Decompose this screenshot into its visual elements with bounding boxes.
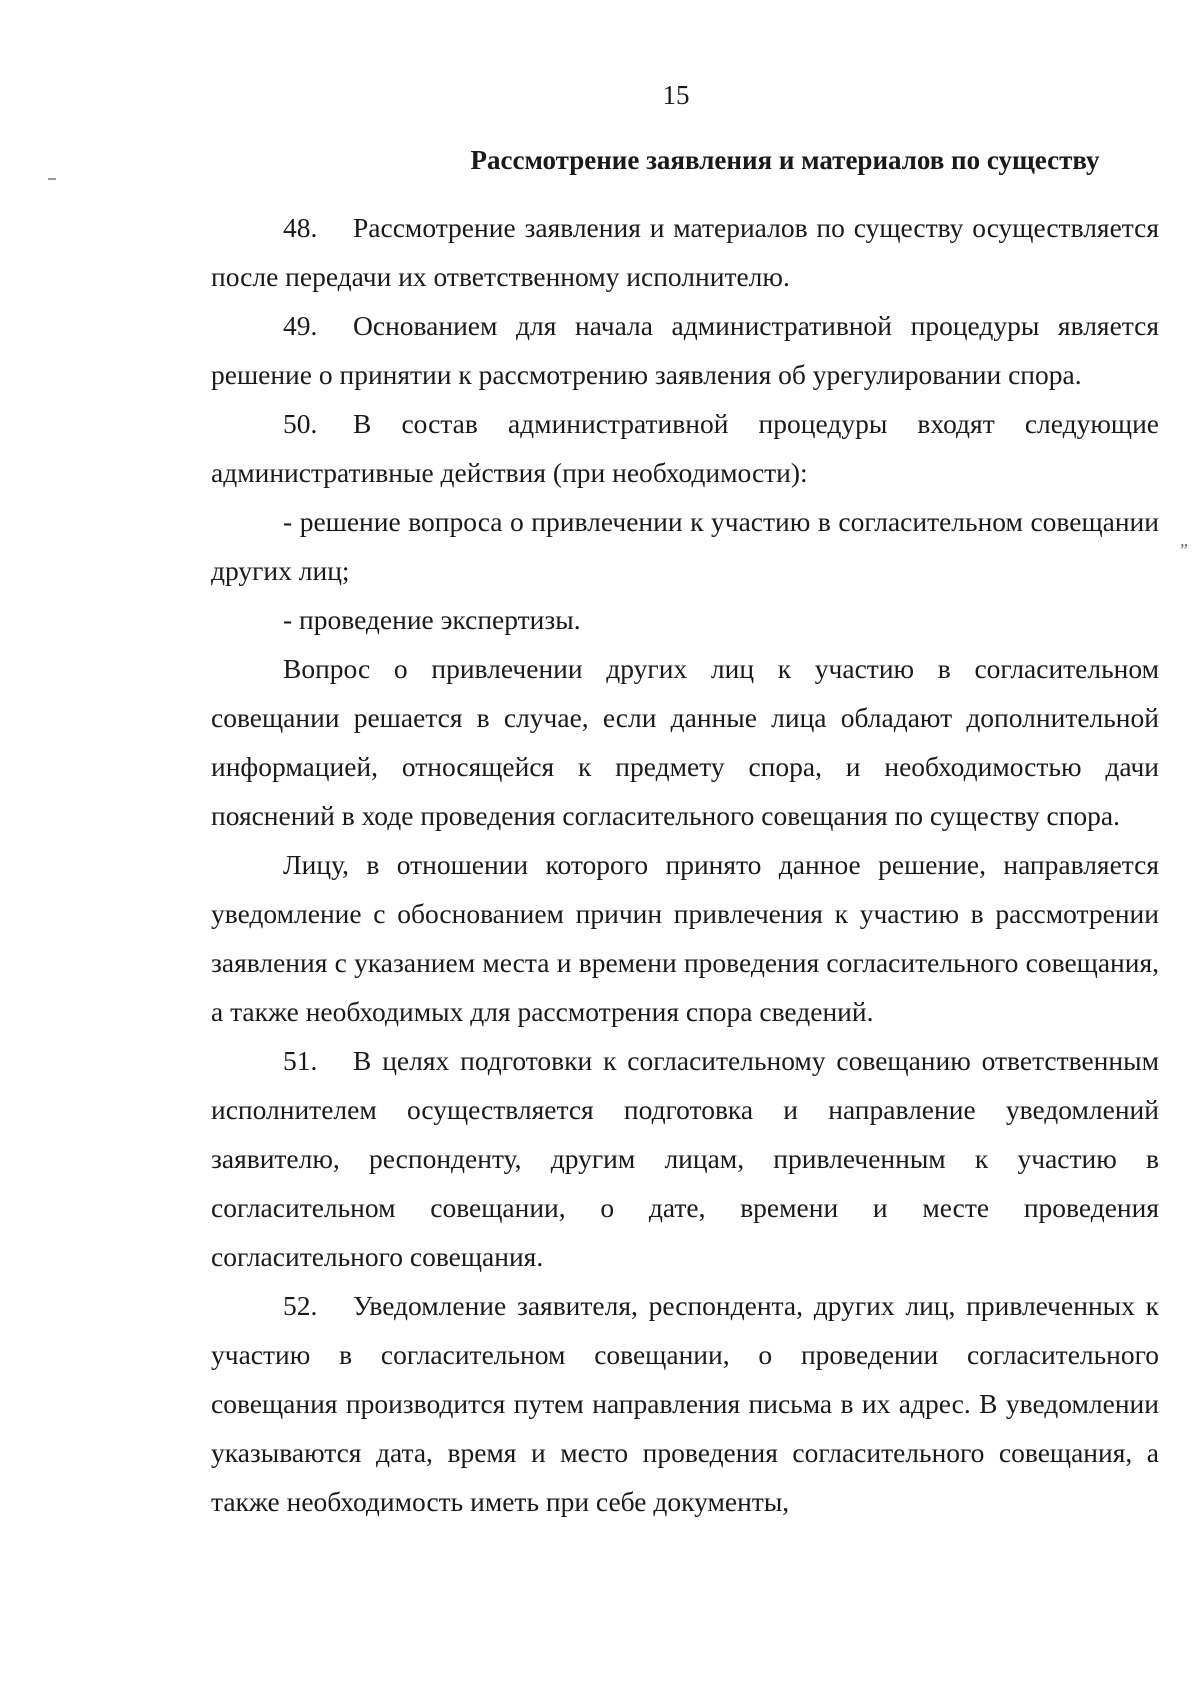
paragraph-number: 49. xyxy=(283,310,318,341)
paragraph-text: Рассмотрение заявления и материалов по существу осуществляется после передачи их ответственному исполнителю. xyxy=(211,212,1159,292)
scan-mark-right: ” xyxy=(1178,540,1189,560)
document-body xyxy=(211,203,1159,1526)
scan-mark-left xyxy=(48,178,56,180)
paragraph-51 xyxy=(211,1036,1159,1281)
paragraph-50 xyxy=(211,399,1159,497)
paragraph-number: 48. xyxy=(283,212,318,243)
paragraph-notice xyxy=(211,840,1159,1036)
paragraph-text: Уведомление заявителя, респондента, других лиц, привлеченных к участию в согласительном совещании, о проведении согласительного совещания производится путем направления письма в их адрес. В уведомлении указываются дата, время и место проведения согласительного совещания, а также необходимость иметь при себе документы, xyxy=(211,1290,1159,1517)
paragraph-text: Лицу, в отношении которого принято данное решение, направляется уведомление с обоснованием причин привлечения к участию в рассмотрении заявления с указанием места и времени проведения согласительного совещания, а также необходимых для рассмотрения спора сведений. xyxy=(211,849,1159,1027)
paragraph-number: 52. xyxy=(283,1290,318,1321)
paragraph-question xyxy=(211,644,1159,840)
section-heading: Рассмотрение заявления и материалов по существу xyxy=(470,145,1100,175)
page-number: 15 xyxy=(662,80,690,110)
paragraph-text: Основанием для начала административной процедуры является решение о принятии к рассмотрению заявления об урегулировании спора. xyxy=(211,310,1159,390)
list-item-text: - решение вопроса о привлечении к участию в согласительном совещании других лиц; xyxy=(211,506,1159,586)
paragraph-48 xyxy=(211,203,1159,301)
paragraph-text: В состав административной процедуры входят следующие административные действия (при необходимости): xyxy=(211,408,1159,488)
paragraph-text: Вопрос о привлечении других лиц к участию в согласительном совещании решается в случае, если данные лица обладают дополнительной информацией, относящейся к предмету спора, и необходимостью дачи пояснений в ходе проведения согласительного совещания по существу спора. xyxy=(211,653,1159,831)
paragraph-text: В целях подготовки к согласительному совещанию ответственным исполнителем осуществляется подготовка и направление уведомлений заявителю, респонденту, другим лицам, привлеченным к участию в согласительном совещании, о дате, времени и месте проведения согласительного совещания. xyxy=(211,1045,1159,1272)
paragraph-49 xyxy=(211,301,1159,399)
list-item-text: - проведение экспертизы. xyxy=(283,604,581,635)
paragraph-number: 51. xyxy=(283,1045,318,1076)
list-item-1 xyxy=(211,497,1159,595)
paragraph-52 xyxy=(211,1281,1159,1526)
paragraph-number: 50. xyxy=(283,408,318,439)
list-item-2 xyxy=(211,595,1159,644)
